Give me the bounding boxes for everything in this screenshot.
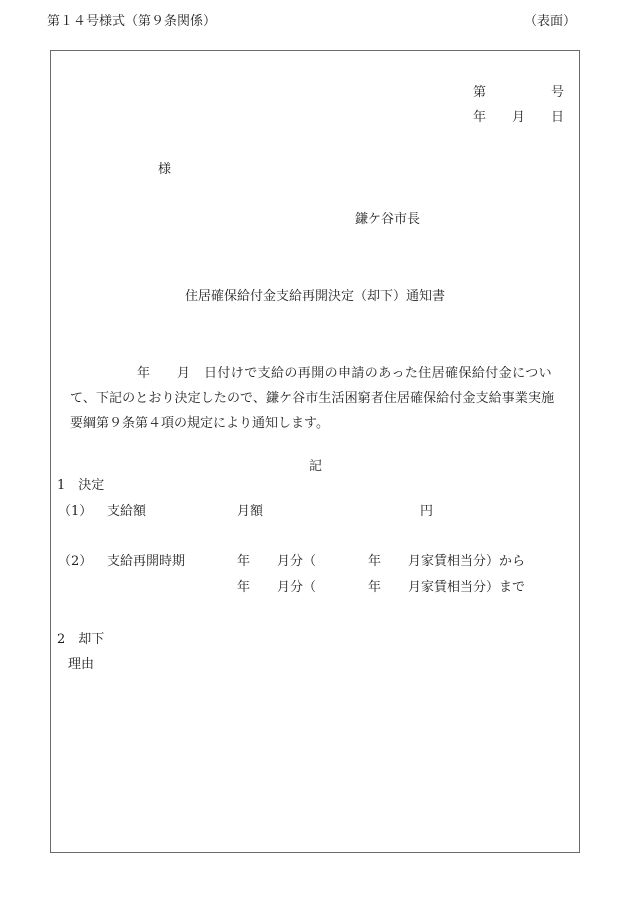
period-item-number: （2） (58, 554, 93, 569)
period-from-rent-year: 年 (368, 554, 382, 569)
period-to-rent-month: 月家賃相当分）まで (408, 580, 526, 595)
amount-label: 支給額 (107, 504, 147, 519)
ki-marker: 記 (309, 459, 323, 474)
date-year: 年 (473, 110, 487, 125)
period-from-year: 年 (237, 554, 251, 569)
rejection-reason-label: 理由 (68, 657, 95, 672)
date-month: 月 (512, 110, 526, 125)
yen-unit: 円 (420, 504, 434, 519)
amount-item-number: （1） (58, 504, 93, 519)
notice-frame (50, 50, 580, 853)
addressee-honorific: 様 (158, 162, 172, 177)
period-from-rent-month: 月家賃相当分）から (408, 554, 526, 569)
form-number: 第１４号様式（第９条関係） (47, 14, 217, 29)
monthly-amount-label: 月額 (237, 504, 264, 519)
body-line-1: 日付けで支給の再開の申請のあった住居確保給付金につい (204, 366, 553, 381)
body-month: 月 (177, 366, 191, 381)
doc-number-suffix: 号 (551, 85, 565, 100)
period-to-year: 年 (237, 580, 251, 595)
body-line-2: て、下記のとおり決定したので、鎌ケ谷市生活困窮者住居確保給付金支給事業実施 (70, 391, 555, 406)
period-from-month: 月分（ (277, 554, 317, 569)
date-day: 日 (551, 110, 565, 125)
notice-title: 住居確保給付金支給再開決定（却下）通知書 (185, 289, 446, 304)
page-side-label: （表面） (524, 14, 577, 29)
issuer: 鎌ケ谷市長 (355, 212, 421, 227)
decision-heading: 1 決定 (57, 478, 105, 493)
period-to-rent-year: 年 (368, 580, 382, 595)
period-to-month: 月分（ (277, 580, 317, 595)
rejection-heading: 2 却下 (57, 632, 105, 647)
period-label: 支給再開時期 (107, 554, 186, 569)
body-line-3: 要綱第９条第４項の規定により通知します。 (70, 416, 329, 431)
body-year: 年 (137, 366, 151, 381)
doc-number-prefix: 第 (473, 85, 487, 100)
